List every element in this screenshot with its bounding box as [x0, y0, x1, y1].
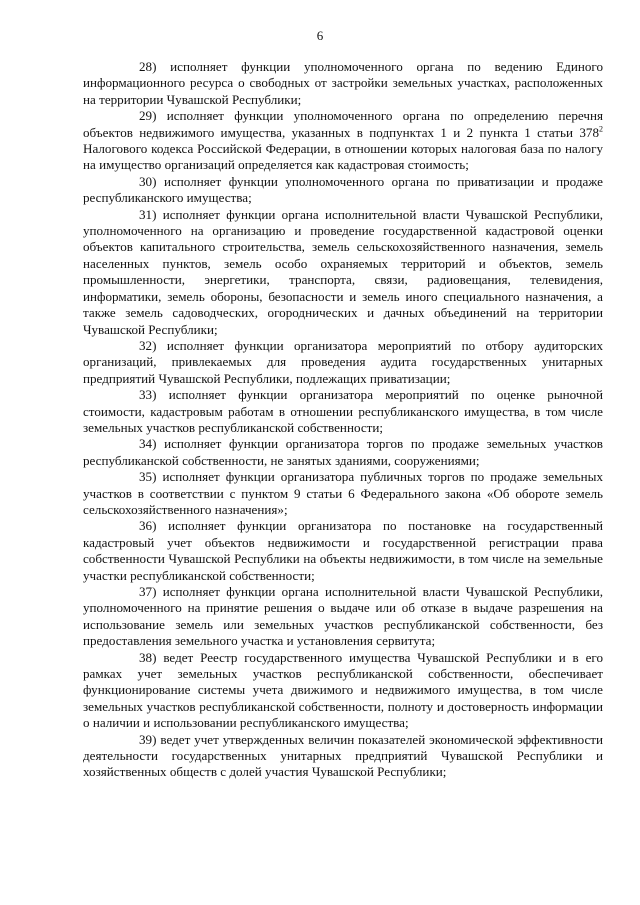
- item-text: исполняет функции организатора мероприятий по оценке рыночной стоимости, кадастровым работам в отношении республиканского имущества, в том числе земельных участков республиканской собственности;: [83, 387, 603, 435]
- list-item: [83, 207, 603, 338]
- list-item: [83, 584, 603, 650]
- item-number: 28): [139, 59, 157, 74]
- item-number: 29): [139, 108, 157, 124]
- item-text: Налогового кодекса Российской Федерации, в отношении которых налоговая база по налогу на имущество организаций определяется как кадастровая стоимость;: [83, 141, 603, 173]
- list-item: [83, 338, 603, 387]
- list-item: [83, 387, 603, 436]
- item-text: исполняет функции уполномоченного органа по приватизации и продаже республиканского имущества;: [83, 173, 603, 206]
- item-number: 39): [139, 731, 157, 747]
- item-text: исполняет функции организатора мероприятий по отбору аудиторских организаций, привлекаемых для проведения аудита государственных унитарных предприятий Чувашской Республики, подлежащих приватизации;: [83, 337, 604, 386]
- list-item: [83, 650, 603, 732]
- item-number: 30): [139, 173, 157, 189]
- list-item: [83, 518, 603, 584]
- list-item: [83, 108, 603, 174]
- item-text: исполняет функции уполномоченного органа по ведению Единого информационного ресурса о свободных от застройки земельных участках, расположенных на территории Чувашской Республики;: [83, 59, 603, 107]
- item-number: 37): [139, 584, 157, 599]
- item-number: 31): [139, 206, 157, 222]
- item-text: исполняет функции организатора торгов по продаже земельных участков республиканской собственности, не занятых зданиями, сооружениями;: [83, 436, 603, 468]
- list-item: [83, 59, 603, 108]
- item-text: исполняет функции организатора публичных торгов по продаже земельных участков в соответствии с пунктом 9 статьи 6 Федерального закона «Об обороте земель сельскохозяйственного назначения»;: [83, 469, 603, 517]
- item-text: исполняет функции органа исполнительной власти Чувашской Республики, уполномоченного на организацию и проведение государственной кадастровой оценки объектов капитального строительства, земель сельскохозяйственного назначения, земель населенных пунктов, земель особо охраняемых территорий и объектов, земель промышленности, энергетики, транспорта, связи, радиовещания, телевидения, информатики, земель обороны, безопасности и земель иного специального назначения, а также земель садоводческих, огороднических и дачных объединений на территории Чувашской Республики;: [83, 206, 603, 337]
- item-superscript: 2: [599, 124, 603, 134]
- item-number: 34): [139, 436, 157, 452]
- item-text: исполняет функции организатора по постановке на государственный кадастровый учет объектов недвижимости и государственной регистрации права собственности Чувашской Республики на объекты недвижимости, в том числе на земельные участки республиканской собственности;: [83, 518, 603, 583]
- item-number: 35): [139, 469, 157, 485]
- item-text: исполняет функции уполномоченного органа по определению перечня объектов недвижимого имущества, указанных в подпунктах 1 и 2 пункта 1 статьи 378: [83, 108, 603, 140]
- item-text: ведет учет утвержденных величин показателей экономической эффективности деятельности государственных унитарных предприятий Чувашской Республики и хозяйственных обществ с долей участия Чувашской Республики;: [83, 731, 603, 780]
- item-number: 32): [139, 337, 157, 353]
- item-text: ведет Реестр государственного имущества Чувашской Республики и в его рамках учет земельных участков республиканской собственности, обеспечивает функционирование системы учета движимого и недвижимого имущества, в том числе земельных участков республиканской собственности, полноту и достоверность информации о наличии и использовании республиканского имущества;: [83, 649, 603, 731]
- list-item: [83, 174, 603, 207]
- list-item: [83, 469, 603, 518]
- page-number: 6: [316, 28, 324, 43]
- list-item: [83, 732, 603, 781]
- item-number: 36): [139, 518, 157, 534]
- item-number: 33): [139, 387, 157, 403]
- item-number: 38): [139, 649, 157, 665]
- list-item: [83, 436, 603, 469]
- item-text: исполняет функции органа исполнительной власти Чувашской Республики, уполномоченного на принятие решения о выдаче или об отказе в выдаче разрешения на использование земель или земельных участков республиканской собственности, без предоставления земельного участка и установления сервитута;: [83, 584, 603, 649]
- document-body: [83, 59, 603, 781]
